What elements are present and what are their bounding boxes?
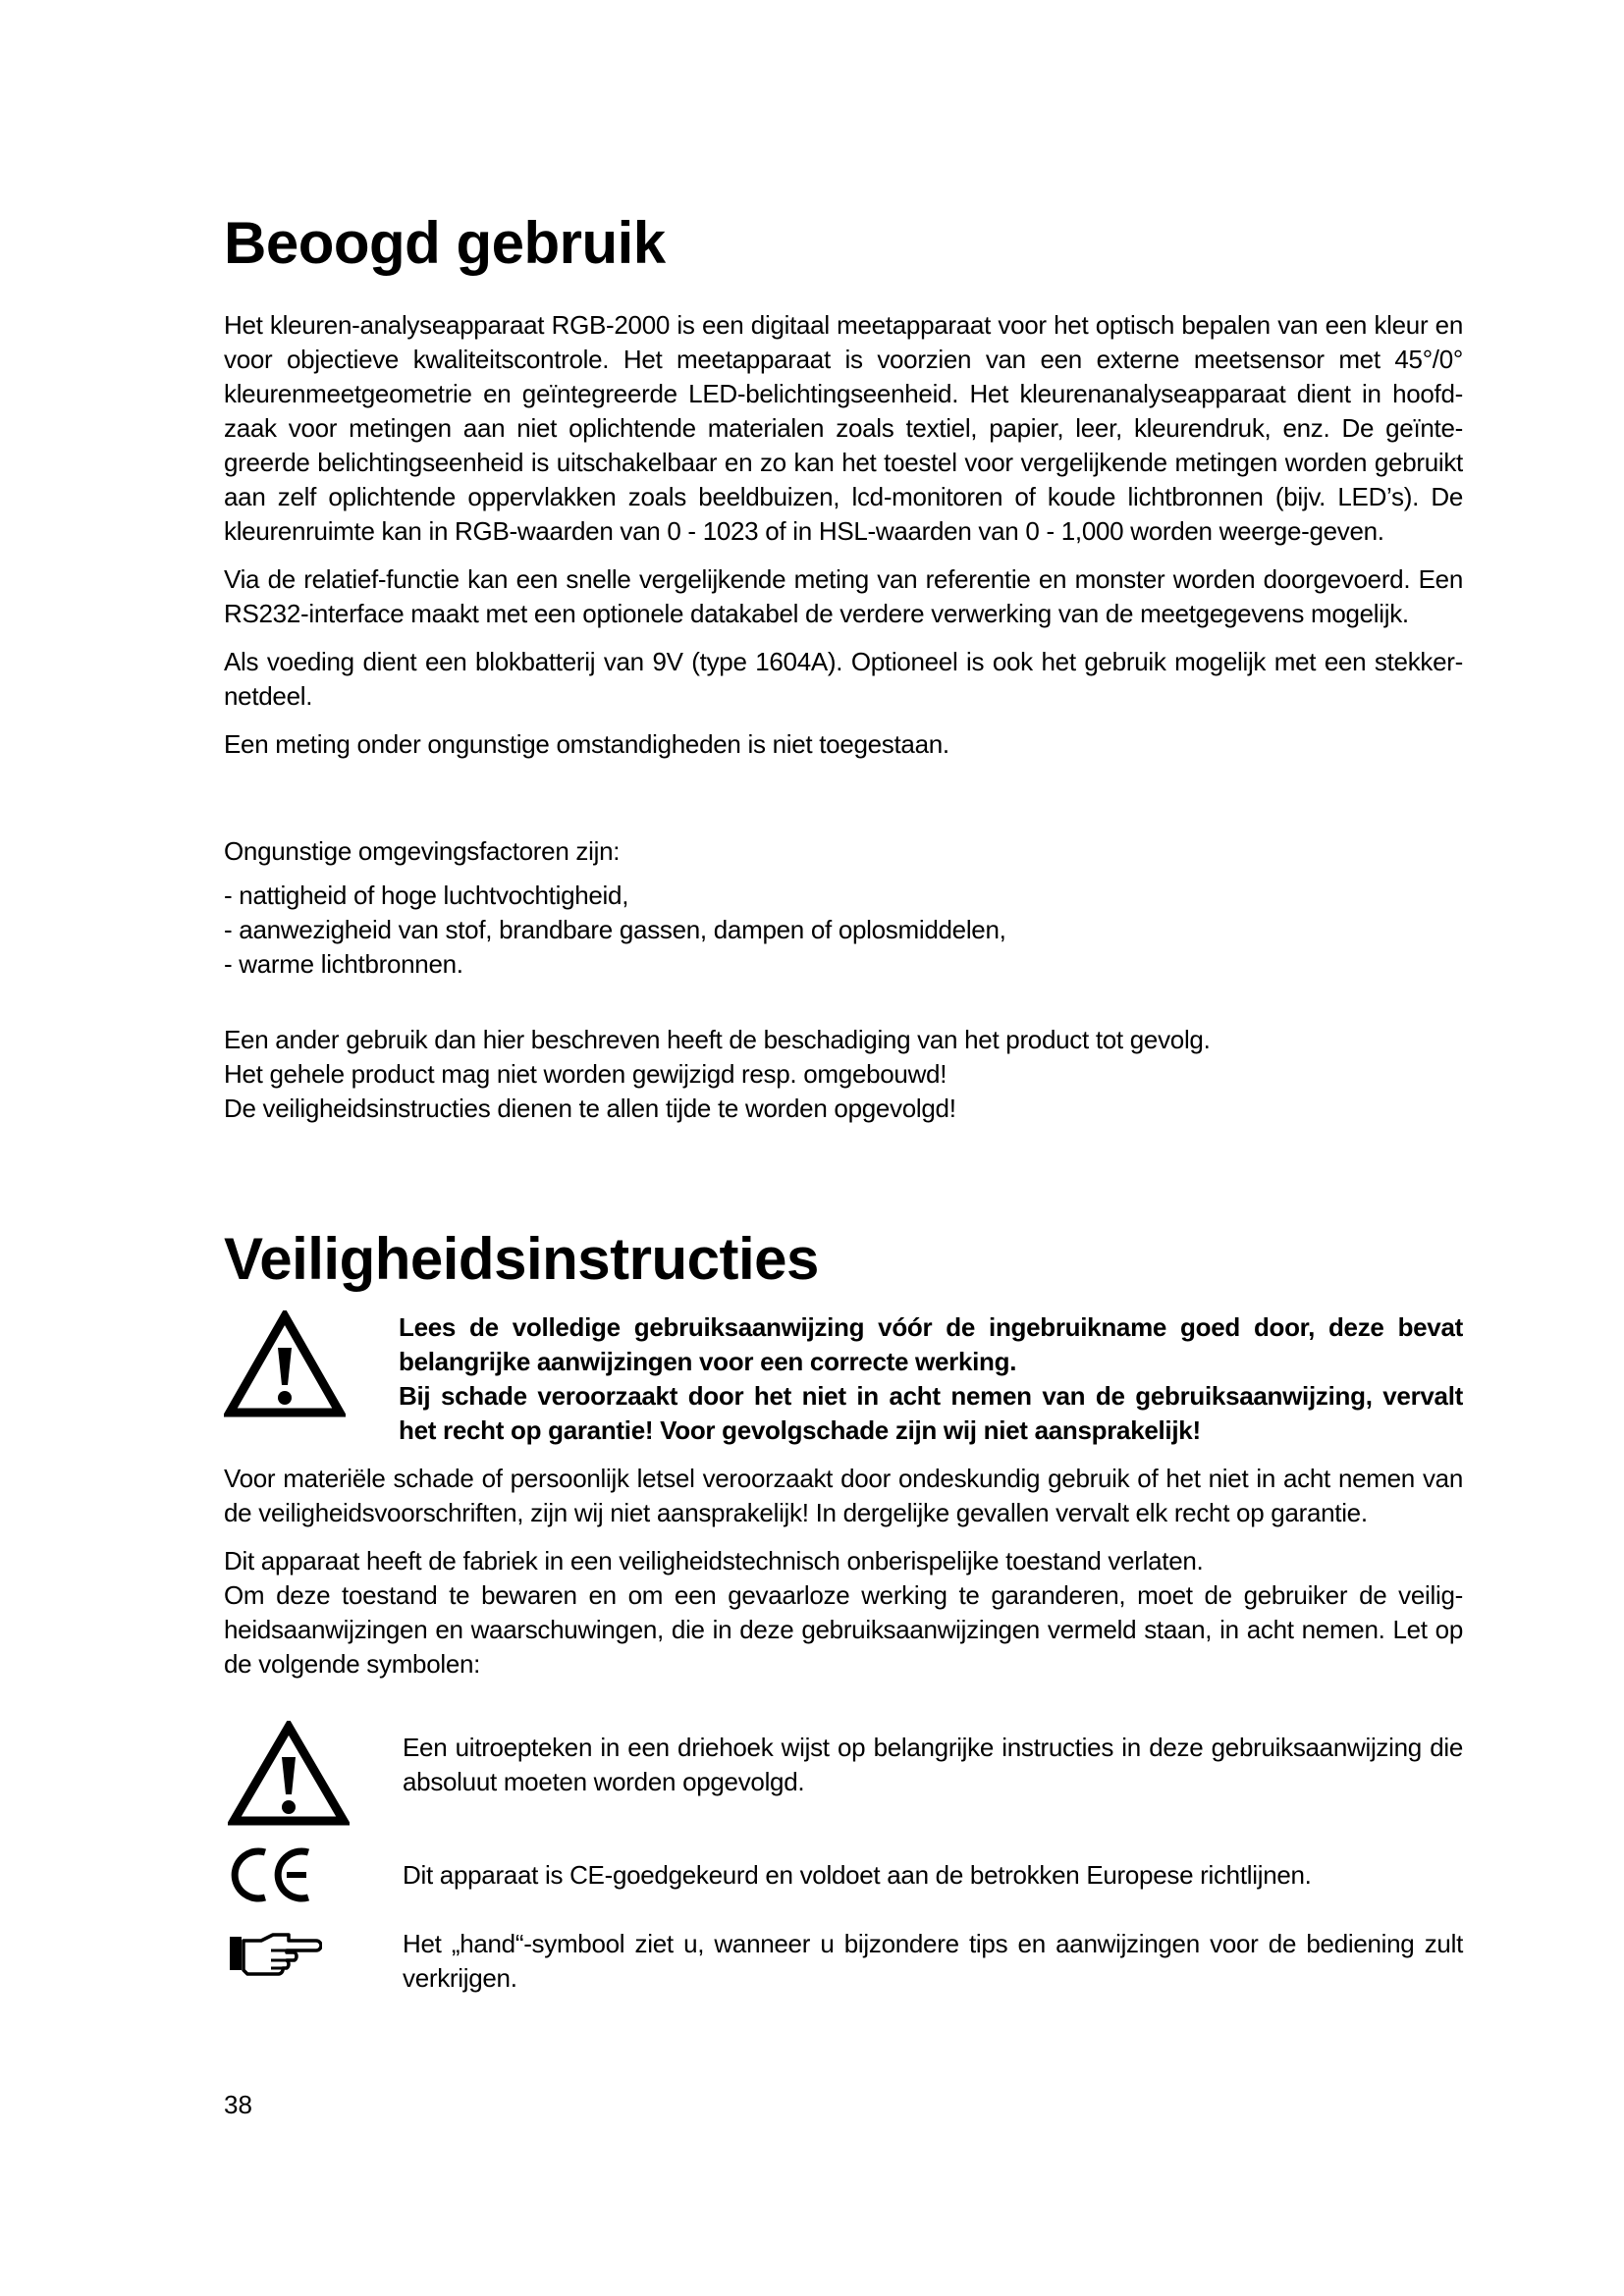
closing-line: De veiligheidsinstructies dienen te allen tijde te worden opgevolgd! bbox=[224, 1094, 956, 1123]
ce-mark-icon bbox=[224, 1844, 403, 1905]
document-page bbox=[224, 208, 1463, 1996]
symbol-description: Een uitroepteken in een driehoek wijst op belangrijke instructies in deze gebruiksaanwijzing die absoluut moeten worden opgevolgd. bbox=[403, 1733, 1463, 1796]
intended-use-paragraph-2: Via de relatief-functie kan een snelle vergelijkende meting van referentie en monster worden doorgevoerd. Een RS232-interface maakt met een optionele datakabel de verdere verwerking van de meetgegevens mogelijk. bbox=[224, 564, 1463, 628]
list-item: - nattigheid of hoge luchtvochtigheid, bbox=[224, 881, 629, 910]
symbol-row-ce bbox=[224, 1844, 1463, 1905]
list-item: - warme lichtbronnen. bbox=[224, 949, 463, 979]
intended-use-paragraph-3: Als voeding dient een blokbatterij van 9V (type 1604A). Optioneel is ook het gebruik mogelijk met een stekker-netdeel. bbox=[224, 647, 1463, 711]
warning-warranty: Bij schade veroorzaakt door het niet in acht nemen van de gebruiksaanwijzing, vervalt het recht op garantie! Voor gevolgschade zijn wij niet aansprakelijk! bbox=[399, 1381, 1463, 1445]
safety-paragraph-3: Om deze toestand te bewaren en om een gevaarloze werking te garanderen, moet de gebruiker de veilig-heidsaanwijzingen en waarschuwingen, die in deze gebruiksaanwijzingen vermeld staan, in acht nemen. Let op de volgende symbolen: bbox=[224, 1580, 1463, 1679]
factors-list bbox=[224, 879, 1463, 982]
section-title-safety: Veiligheidsinstructies bbox=[224, 1226, 819, 1292]
factors-intro: Ongunstige omgevingsfactoren zijn: bbox=[224, 836, 621, 866]
safety-paragraph-1: Voor materiële schade of persoonlijk letsel veroorzaakt door ondeskundig gebruik of het niet in acht nemen van de veiligheidsvoorschriften, zijn wij niet aansprakelijk! In dergelijke gevallen vervalt elk recht op garantie. bbox=[224, 1464, 1463, 1527]
symbol-row-hand bbox=[224, 1927, 1463, 1996]
symbol-description: Het „hand“-symbool ziet u, wanneer u bijzondere tips en aanwijzingen voor de bediening zult verkrijgen. bbox=[403, 1929, 1463, 1993]
safety-paragraph-2: Dit apparaat heeft de fabriek in een veiligheidstechnisch onberispelijke toestand verlaten. bbox=[224, 1546, 1204, 1575]
warning-read-manual: Lees de volledige gebruiksaanwijzing vóór de ingebruikname goed door, deze bevat belangrijke aanwijzingen voor een correcte werking. bbox=[399, 1312, 1463, 1376]
intended-use-paragraph-1: Het kleuren-analyseapparaat RGB-2000 is een digitaal meetapparaat voor het optisch bepalen van een kleur en voor objectieve kwaliteitscontrole. Het meetapparaat is voorzien van een externe meetsensor met 45°/0° kleurenmeetgeometrie en geïntegreerde LED-belichtingseenheid. Het kleurenanalyseapparaat dient in hoofd-zaak voor metingen aan niet oplichtende materialen zoals textiel, papier, leer, kleurendruk, enz. De geïnte-greerde belichtingseenheid is uitschakelbaar en zo kan het toestel voor vergelijkende metingen worden gebruikt aan zelf oplichtende oppervlakken zoals beeldbuizen, lcd-monitoren of koude lichtbronnen (bijv. LED’s). De kleurenruimte kan in RGB-waarden van 0 - 1023 of in HSL-waarden van 0 - 1,000 worden weerge-geven. bbox=[224, 310, 1463, 546]
warning-text bbox=[399, 1310, 1463, 1448]
symbol-row-warning bbox=[224, 1721, 1463, 1827]
symbol-description: Dit apparaat is CE-goedgekeurd en voldoet aan de betrokken Europese richtlijnen. bbox=[403, 1860, 1312, 1890]
pointing-hand-icon bbox=[224, 1927, 403, 1976]
closing-notes bbox=[224, 1023, 1463, 1126]
section-title-intended-use: Beoogd gebruik bbox=[224, 210, 666, 276]
main-warning bbox=[224, 1310, 1463, 1448]
closing-line: Een ander gebruik dan hier beschreven heeft de beschadiging van het product tot gevolg. bbox=[224, 1025, 1211, 1054]
intended-use-paragraph-4: Een meting onder ongunstige omstandigheden is niet toegestaan. bbox=[224, 729, 949, 759]
warning-triangle-icon bbox=[224, 1721, 403, 1827]
list-item: - aanwezigheid van stof, brandbare gassen, dampen of oplosmiddelen, bbox=[224, 915, 1006, 944]
closing-line: Het gehele product mag niet worden gewijzigd resp. omgebouwd! bbox=[224, 1059, 947, 1089]
warning-triangle-icon bbox=[224, 1310, 399, 1418]
page-number: 38 bbox=[224, 2090, 252, 2119]
